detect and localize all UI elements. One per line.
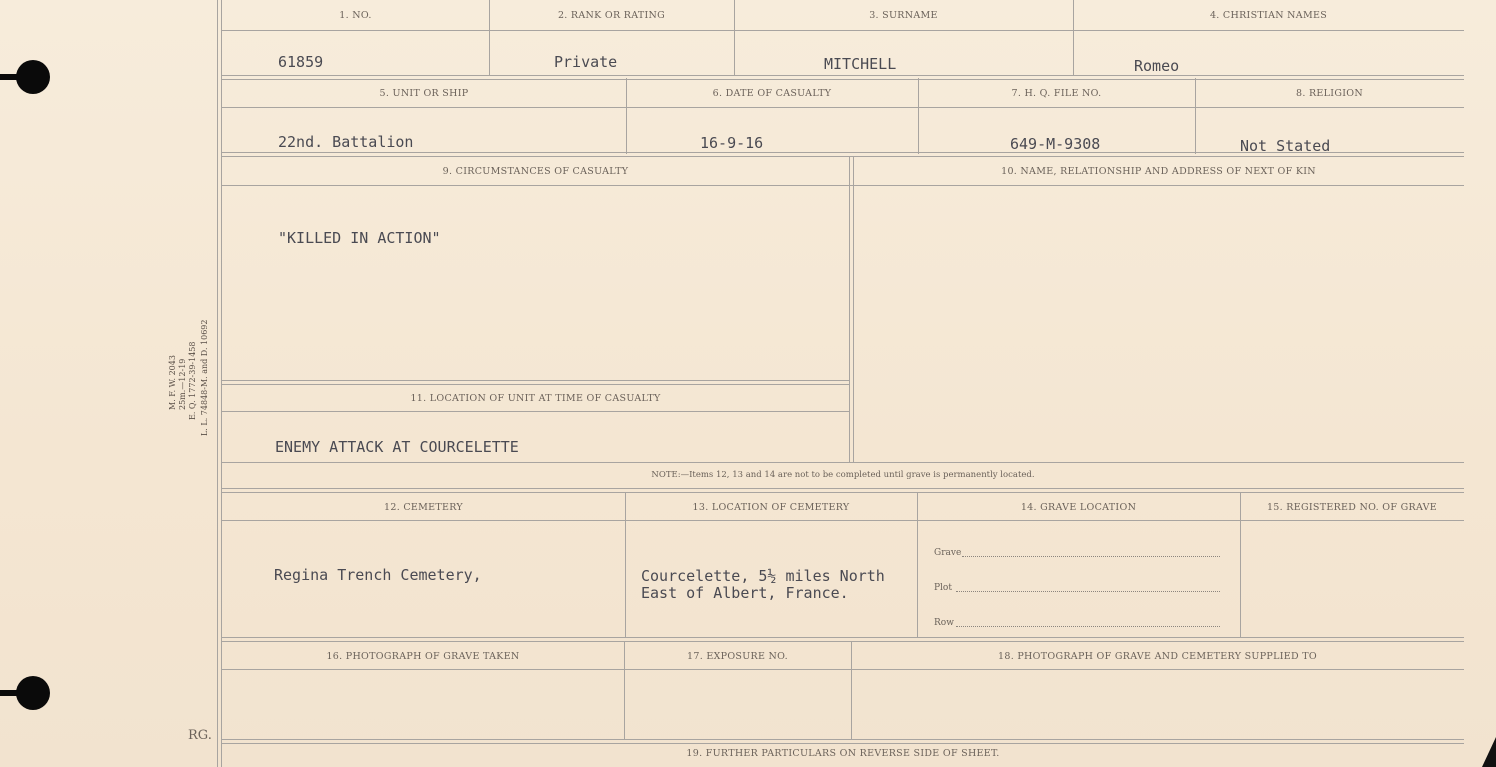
form-code-1: M. F. W. 2043 [168, 355, 177, 410]
value-unit: 22nd. Battalion [278, 133, 414, 151]
col-rule [1240, 492, 1241, 638]
form-code-3: E. Q. 1772-39-1458 [188, 341, 197, 420]
header-rank: 2. RANK OR RATING [557, 10, 666, 21]
circumstances-bottom-rule [222, 380, 849, 385]
rg-mark: RG. [188, 728, 212, 743]
header-photo-taken: 16. PHOTOGRAPH OF GRAVE TAKEN [326, 651, 520, 662]
header-location-cemetery: 13. LOCATION OF CEMETERY [692, 502, 850, 513]
header-grave-location: 14. GRAVE LOCATION [1020, 502, 1137, 513]
header-christian-names: 4. CHRISTIAN NAMES [1209, 10, 1328, 21]
value-location-cemetery-line2: East of Albert, France. [641, 584, 849, 602]
form-code-4: L. L. 74848-M. and D. 10692 [200, 319, 209, 436]
value-no: 61859 [278, 53, 324, 71]
value-hq-file: 649-M-9308 [1010, 135, 1101, 153]
margin-rule [217, 0, 218, 767]
location-header-rule [222, 411, 849, 412]
header-religion: 8. RELIGION [1296, 88, 1363, 99]
header-photo-supplied: 18. PHOTOGRAPH OF GRAVE AND CEMETERY SUPPLIED TO [998, 651, 1317, 662]
value-christian-names: Romeo [1134, 57, 1180, 75]
header-unit: 5. UNIT OR SHIP [379, 88, 469, 99]
value-date: 16-9-16 [700, 134, 764, 152]
header-no: 1. NO. [339, 10, 372, 21]
col-rule-2 [853, 156, 854, 462]
form-code-2: 25m.—12-19 [178, 358, 187, 410]
corner-shadow [1482, 737, 1496, 767]
plot-dots [956, 591, 1220, 592]
header-location-unit: 11. LOCATION OF UNIT AT TIME OF CASUALTY [410, 393, 661, 404]
plot-label: Plot [934, 583, 952, 593]
header-cemetery: 12. CEMETERY [384, 502, 463, 513]
header-surname: 3. SURNAME [869, 10, 938, 21]
row1-bottom-rule [222, 75, 1464, 80]
header-next-of-kin: 10. NAME, RELATIONSHIP AND ADDRESS OF NEXT OF KIN [1001, 166, 1316, 177]
note-text: NOTE:—Items 12, 13 and 14 are not to be completed until grave is permanently located. [651, 470, 1035, 480]
row5-bottom-rule [222, 739, 1464, 744]
row4-bottom-rule [222, 637, 1464, 642]
row1-header-rule [222, 30, 1464, 31]
header-exposure: 17. EXPOSURE NO. [687, 651, 788, 662]
row5-header-rule [222, 669, 1464, 670]
col-rule [849, 156, 850, 462]
punch-hole-bottom [16, 676, 50, 710]
col-rule [917, 492, 918, 638]
row3-header-rule [222, 185, 1464, 186]
value-surname: MITCHELL [824, 55, 897, 73]
grave-dots [962, 556, 1220, 557]
header-hq-file: 7. H. Q. FILE NO. [1011, 88, 1102, 99]
value-location-cemetery-line1: Courcelette, 5½ miles North [641, 567, 885, 585]
value-religion: Not Stated [1240, 137, 1331, 155]
row-label: Row [934, 618, 954, 628]
header-circumstances: 9. CIRCUMSTANCES OF CASUALTY [442, 166, 629, 177]
value-rank: Private [554, 53, 618, 71]
note-bottom-rule [222, 488, 1464, 493]
grave-label: Grave [934, 548, 962, 558]
note-top-rule [222, 462, 1464, 463]
row2-header-rule [222, 107, 1464, 108]
punch-hole-top [16, 60, 50, 94]
col-rule [625, 492, 626, 638]
header-date: 6. DATE OF CASUALTY [712, 88, 832, 99]
row-dots [956, 626, 1220, 627]
value-cemetery: Regina Trench Cemetery, [274, 566, 482, 584]
value-location-unit: ENEMY ATTACK AT COURCELETTE [275, 438, 519, 456]
value-circumstances: "KILLED IN ACTION" [278, 229, 441, 247]
row4-header-rule [222, 520, 1464, 521]
header-registered-no: 15. REGISTERED NO. OF GRAVE [1266, 502, 1438, 513]
footer-further-particulars: 19. FURTHER PARTICULARS ON REVERSE SIDE OF SHEET. [686, 748, 1000, 759]
